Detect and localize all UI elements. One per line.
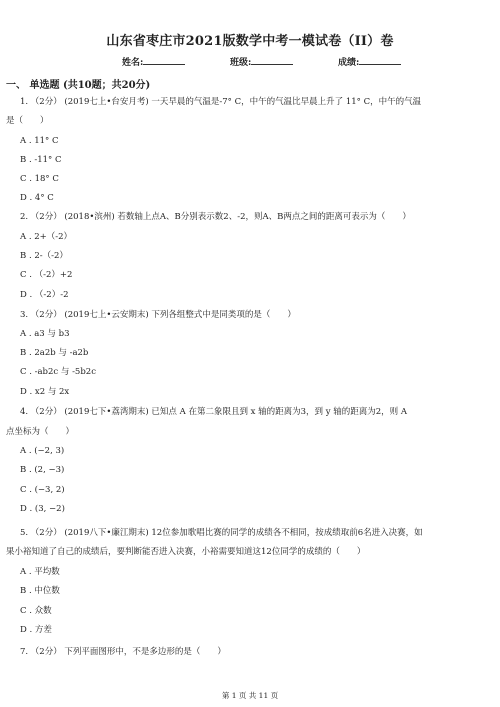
option-c[interactable]: C . (−3, 2): [20, 485, 65, 495]
question-stem-cont: 果小裕知道了自己的成绩后，要判断能否进入决赛，小裕需要知道这12位同学的成绩的（ ）: [6, 547, 366, 557]
option-c[interactable]: C . -ab2c 与 -5b2c: [20, 367, 96, 377]
option-d[interactable]: D . x2 与 2x: [20, 387, 70, 397]
option-d[interactable]: D . 方差: [20, 625, 52, 635]
name-field[interactable]: [122, 55, 185, 68]
option-b[interactable]: B . 2a2b 与 -a2b: [20, 348, 89, 358]
class-field[interactable]: [230, 55, 293, 68]
option-d[interactable]: D . （-2）-2: [20, 290, 69, 300]
class-label: 班级:: [230, 58, 252, 68]
name-label: 姓名:: [122, 58, 144, 68]
page-title: 山东省枣庄市2021版数学中考一模试卷（II）卷: [106, 34, 394, 49]
score-field[interactable]: [338, 55, 401, 68]
page-footer: 第 1 页 共 11 页: [221, 691, 279, 700]
option-c[interactable]: C . 众数: [20, 606, 52, 616]
option-d[interactable]: D . 4° C: [20, 193, 54, 203]
question-stem: 2. （2分） (2018•滨州) 若数轴上点A、B分别表示数2、-2，则A、B两点之间的距离可表示为（ ）: [20, 212, 411, 222]
score-label: 成绩:: [338, 58, 360, 68]
section-heading: 一、 单选题 (共10题；共20分): [6, 80, 151, 91]
option-a[interactable]: A . a3 与 b3: [20, 329, 70, 339]
option-c[interactable]: C . （-2）+2: [20, 270, 73, 280]
option-a[interactable]: A . 2+（-2）: [20, 232, 73, 242]
option-d[interactable]: D . (3, −2): [20, 504, 65, 514]
question-stem-cont: 是（ ）: [6, 116, 49, 126]
question-stem: 1. （2分） (2019七上•台安月考) 一天早晨的气温是-7° C，中午的气温比早晨上升了 11° C，中午的气温: [20, 97, 422, 107]
question-stem: 4. （2分） (2019七下•荔湾期末) 已知点 A 在第二象限且到 x 轴的距离为3，到 y 轴的距离为2，则 A: [20, 407, 408, 417]
question-stem-cont: 点坐标为（ ）: [6, 427, 75, 437]
option-a[interactable]: A . 11° C: [20, 136, 59, 146]
question-stem: 7. （2分） 下列平面图形中，不是多边形的是（ ）: [20, 647, 226, 657]
option-c[interactable]: C . 18° C: [20, 174, 59, 184]
option-b[interactable]: B . -11° C: [20, 155, 62, 165]
question-stem: 3. （2分） (2019七上•云安期末) 下列各组整式中是同类项的是（ ）: [20, 310, 296, 320]
option-b[interactable]: B . 中位数: [20, 586, 60, 596]
option-b[interactable]: B . (2, −3): [20, 465, 65, 475]
option-a[interactable]: A . 平均数: [20, 567, 60, 577]
question-stem: 5. （2分） (2019八下•廉江期末) 12位参加歌唱比赛的同学的成绩各不相同，按成绩取前6名进入决赛，如: [20, 528, 423, 538]
option-a[interactable]: A . (−2, 3): [20, 446, 65, 456]
option-b[interactable]: B . 2-（-2）: [20, 251, 68, 261]
